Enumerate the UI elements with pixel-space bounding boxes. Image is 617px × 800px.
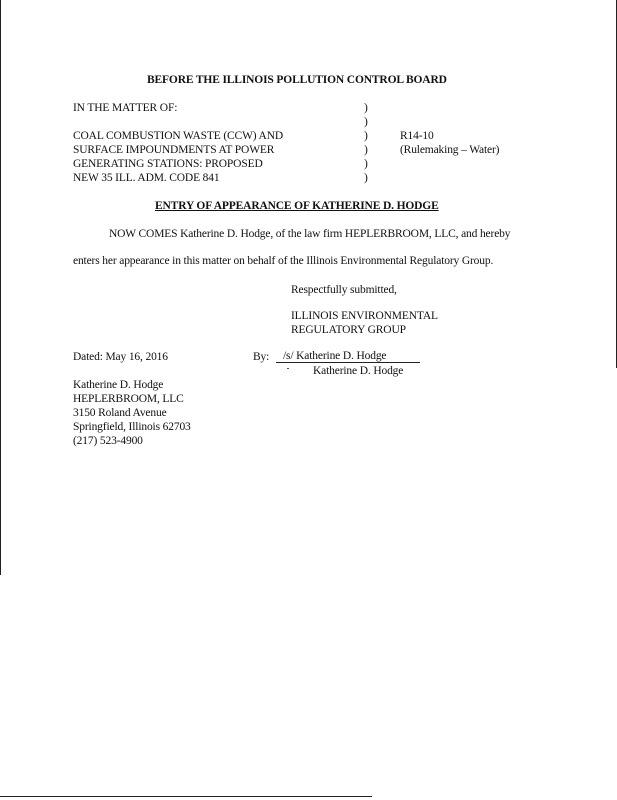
docket-number: R14-10 [400,130,434,142]
scan-edge-left [0,0,1,575]
document-heading: ENTRY OF APPEARANCE OF KATHERINE D. HODGE [155,200,439,212]
date-line: Dated: May 16, 2016 [73,351,168,363]
caption-paren: ) [364,130,368,142]
signer-name: Katherine D. Hodge [313,365,404,377]
caption-paren: ) [364,116,368,128]
caption-paren: ) [364,172,368,184]
subject-line-1: COAL COMBUSTION WASTE (CCW) AND [73,130,284,142]
caption-paren: ) [364,158,368,170]
subject-line-2: SURFACE IMPOUNDMENTS AT POWER [73,144,275,156]
in-the-matter-label: IN THE MATTER OF: [73,102,178,114]
contact-line: Katherine D. Hodge [73,379,164,391]
org-line-2: REGULATORY GROUP [291,324,406,336]
contact-line: 3150 Roland Avenue [73,407,167,419]
org-line-1: ILLINOIS ENVIRONMENTAL [291,310,438,322]
footnote-rule [0,796,372,797]
respectfully-submitted: Respectfully submitted, [291,284,397,296]
body-line-1: NOW COMES Katherine D. Hodge, of the law firm HEPLERBROOM, LLC, and hereby [109,228,511,240]
docket-type: (Rulemaking – Water) [400,144,500,156]
body-line-2: enters her appearance in this matter on behalf of the Illinois Environmental Regulatory Group. [73,255,494,267]
subject-line-4: NEW 35 ILL. ADM. CODE 841 [73,172,220,184]
scan-speck [287,368,289,369]
contact-line: HEPLERBROOM, LLC [73,393,184,405]
subject-line-3: GENERATING STATIONS: PROPOSED [73,158,263,170]
electronic-signature: /s/ Katherine D. Hodge [283,350,387,362]
contact-line: Springfield, Illinois 62703 [73,421,191,433]
by-label: By: [253,351,270,363]
caption-paren: ) [364,144,368,156]
board-title: BEFORE THE ILLINOIS POLLUTION CONTROL BOARD [147,74,447,86]
contact-line: (217) 523-4900 [73,435,143,447]
caption-paren: ) [364,102,368,114]
signature-line [276,362,420,363]
